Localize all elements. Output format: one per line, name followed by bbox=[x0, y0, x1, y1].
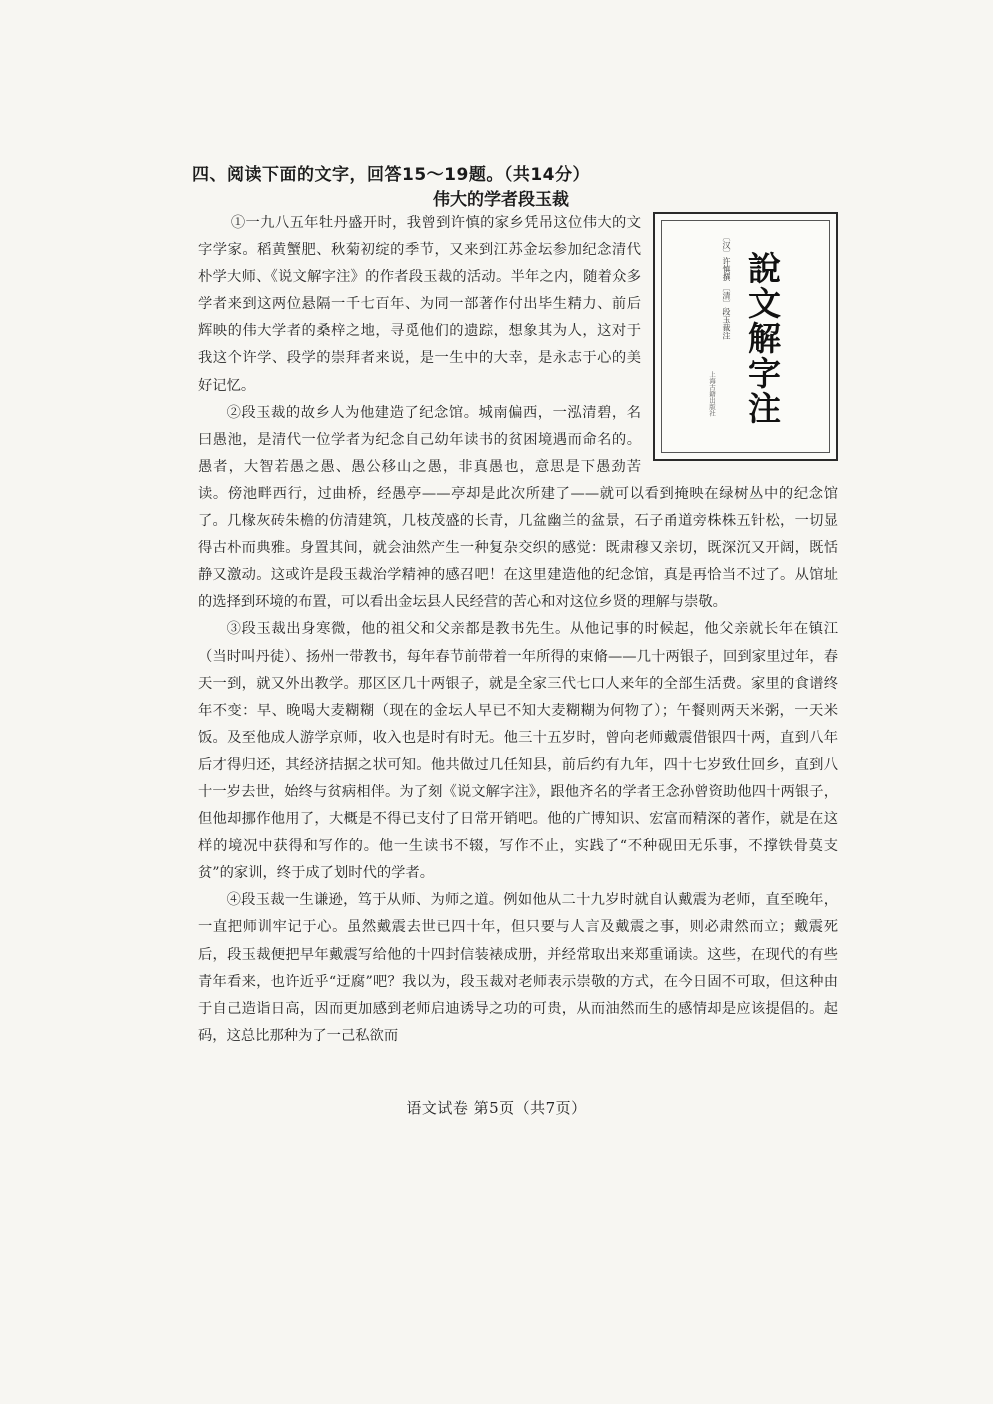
article-body bbox=[198, 210, 838, 1050]
paragraph-1: ①一九八五年牡丹盛开时，我曾到许慎的家乡凭吊这位伟大的文字学家。稻黄蟹肥、秋菊初绽的季节，又来到江苏金坛参加纪念清代朴学大师、《说文解字注》的作者段玉裁的活动。半年之内，随着众多学者来到这两位悬隔一千七百年、为同一部著作付出毕生精力、前后辉映的伟大学者的桑梓之地，寻觅他们的遗踪，想象其为人，这对于我这个许学、段学的崇拜者来说，是一生中的大幸，是永志于心的美好记忆。 bbox=[198, 215, 641, 394]
article-title: 伟大的学者段玉裁 bbox=[433, 190, 569, 210]
paragraph-2: ②段玉裁的故乡人为他建造了纪念馆。城南偏西，一泓清碧，名曰愚池，是清代一位学者为纪念自己幼年读书的贫困境遇而命名的。愚者，大智若愚之愚、愚公移山之愚，非真愚也，意思是下愚劲苦读。傍池畔西行，过曲桥，经愚亭——亭却是此次所建了——就可以看到掩映在绿树丛中的纪念馆了。几椽灰砖朱檐的仿清建筑，几枝茂盛的长青，几盆幽兰的盆景，石子甬道旁株株五针松，一切显得古朴而典雅。身置其间，就会油然产生一种复杂交织的感觉：既肃穆又亲切，既深沉又开阔，既恬静又激动。这或许是段玉裁治学精神的感召吧！在这里建造他的纪念馆，真是再恰当不过了。从馆址的选择到环境的布置，可以看出金坛县人民经营的苦心和对这位乡贤的理解与崇敬。 bbox=[198, 404, 838, 611]
cover-title-text: 說文解字注 bbox=[743, 251, 782, 426]
book-cover-image bbox=[653, 212, 838, 461]
paragraph-3: ③段玉裁出身寒微，他的祖父和父亲都是教书先生。从他记事的时候起，他父亲就长年在镇江（当时叫丹徒）、扬州一带教书，每年春节前带着一年所得的束脩——几十两银子，回到家里过年，春天一到，就又外出教学。那区区几十两银子，就是全家三代七口人来年的全部生活费。家里的食谱终年不变：早、晚喝大麦糊糊（现在的金坛人早已不知大麦糊糊为何物了）；午餐则两天米粥，一天米饭。及至他成人游学京师，收入也是时有时无。他三十五岁时，曾向老师戴震借银四十两，直到八年后才得归还，其经济拮据之状可知。他共做过几任知县，前后约有九年，四十七岁致仕回乡，直到八十一岁去世，始终与贫病相伴。为了刻《说文解字注》，跟他齐名的学者王念孙曾资助他四十两银子，但他却挪作他用了，大概是不得已支付了日常开销吧。他的广博知识、宏富而精深的著作，就是在这样的境况中获得和写作的。他一生读书不辍，写作不止，实践了“不种砚田无乐事，不撑铁骨莫支贫”的家训，终于成了划时代的学者。 bbox=[198, 621, 838, 882]
cover-publisher-text: 上海古籍出版社 bbox=[708, 371, 716, 417]
page-footer: 语文试卷 第5页（共7页） bbox=[406, 1099, 587, 1117]
paragraph-4: ④段玉裁一生谦逊，笃于从师、为师之道。例如他从二十九岁时就自认戴震为老师，直至晚年，一直把师训牢记于心。虽然戴震去世已四十年，但只要与人言及戴震之事，则必肃然而立；戴震死后，段玉裁便把早年戴震写给他的十四封信装裱成册，并经常取出来郑重诵读。这些，在现代的有些青年看来，也许近乎“迂腐”吧？我以为，段玉裁对老师表示崇敬的方式，在今日固不可取，但这种由于自己造诣日高，因而更加感到老师启迪诱导之功的可贵，从而油然而生的感情却是应该提倡的。起码，这总比那种为了一己私欲而 bbox=[198, 892, 838, 1044]
cover-author-text: 〔汉〕许慎撰 〔清〕段玉裁注 bbox=[722, 233, 731, 340]
section-heading: 四、阅读下面的文字，回答15～19题。（共14分） bbox=[192, 165, 590, 185]
book-cover-frame bbox=[661, 220, 830, 453]
